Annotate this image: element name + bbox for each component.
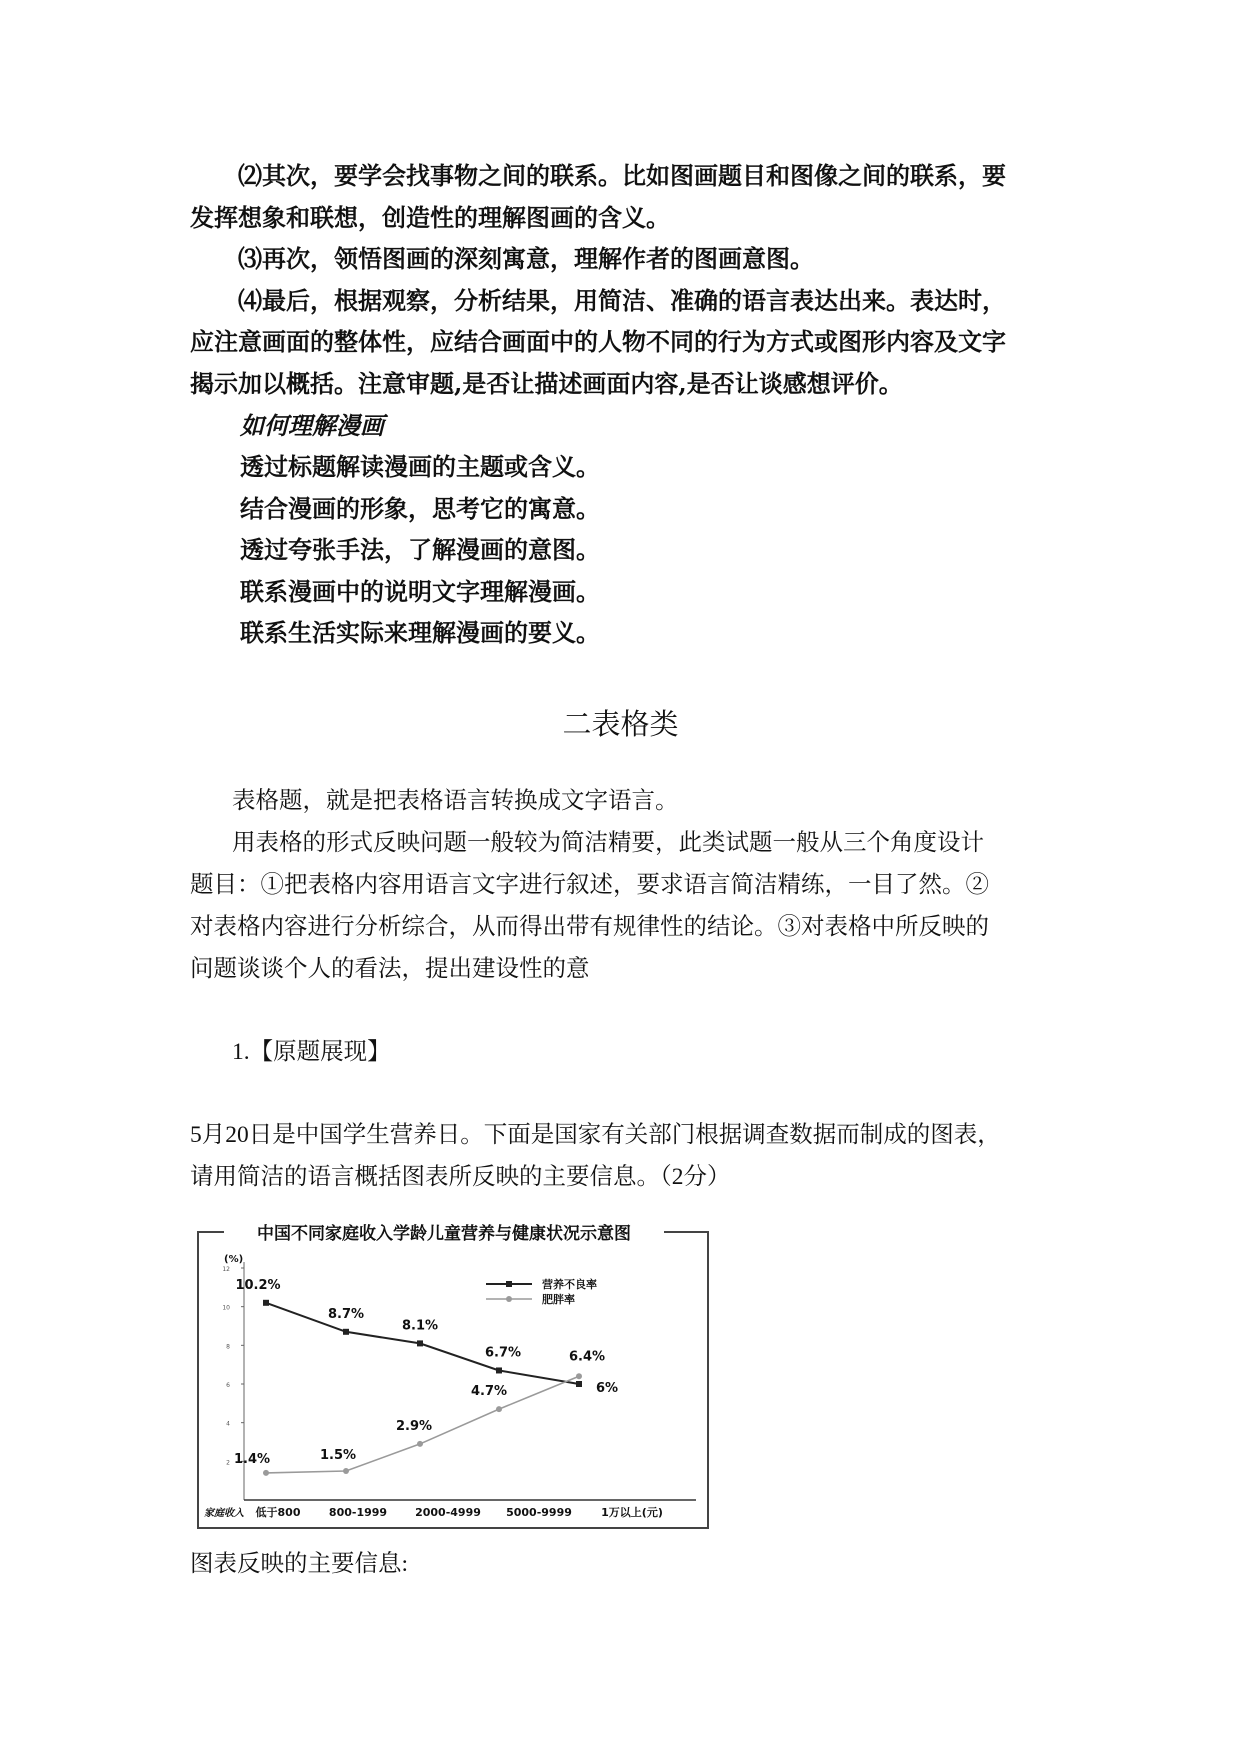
comic-tip: 联系生活实际来理解漫画的要义。 xyxy=(240,618,600,647)
x-tick-label: 800-1999 xyxy=(328,1506,388,1519)
y-tick-label: 6 xyxy=(226,1382,230,1389)
data-label: 2.9% xyxy=(395,1418,433,1434)
comic-tip: 透过标题解读漫画的主题或含义。 xyxy=(240,452,600,481)
body-line: 对表格内容进行分析综合，从而得出带有规律性的结论。③对表格中所反映的 xyxy=(190,914,989,940)
x-tick-label: 1万以上(元) xyxy=(601,1506,663,1519)
data-label: 6.7% xyxy=(484,1345,522,1361)
data-label: 10.2% xyxy=(235,1277,281,1293)
data-label: 8.1% xyxy=(401,1318,439,1334)
comic-tip: 联系漫画中的说明文字理解漫画。 xyxy=(240,577,600,606)
paragraph-line: ⑵其次，要学会找事物之间的联系。比如图画题目和图像之间的联系，要 xyxy=(238,161,1006,190)
data-point-obesity xyxy=(496,1406,502,1412)
paragraph-line: 应注意画面的整体性，应结合画面中的人物不同的行为方式或图形内容及文字 xyxy=(190,327,1006,356)
paragraph-line: 发挥想象和联想，创造性的理解图画的含义。 xyxy=(190,203,670,232)
question-line: 5月20日是中国学生营养日。下面是国家有关部门根据调查数据而制成的图表， xyxy=(190,1122,1001,1148)
data-label: 6.4% xyxy=(568,1349,606,1365)
chart-title: 中国不同家庭收入学龄儿童营养与健康状况示意图 xyxy=(257,1224,631,1244)
paragraph-line: ⑷最后，根据观察，分析结果，用简洁、准确的语言表达出来。表达时， xyxy=(238,286,1006,315)
chart-frame xyxy=(198,1232,708,1528)
question-line: 请用简洁的语言概括图表所反映的主要信息。（2分） xyxy=(190,1164,731,1190)
answer-prompt: 图表反映的主要信息: xyxy=(190,1551,409,1577)
legend-label: 营养不良率 xyxy=(542,1278,597,1291)
legend-label: 肥胖率 xyxy=(542,1293,575,1306)
data-label: 8.7% xyxy=(327,1306,365,1322)
question-label: 1.【原题展现】 xyxy=(232,1039,391,1065)
body-line: 表格题，就是把表格语言转换成文字语言。 xyxy=(232,788,679,814)
comic-tip: 透过夸张手法，了解漫画的意图。 xyxy=(240,535,600,564)
data-point-obesity xyxy=(263,1470,269,1476)
data-point-malnutrition xyxy=(417,1340,423,1346)
body-line: 用表格的形式反映问题一般较为简洁精要，此类试题一般从三个角度设计 xyxy=(232,830,984,856)
data-point-obesity xyxy=(343,1468,349,1474)
chart-svg xyxy=(196,1222,711,1532)
y-unit-label: (%) xyxy=(224,1254,244,1265)
body-line: 问题谈谈个人的看法，提出建设性的意 xyxy=(190,956,590,982)
data-label: 1.5% xyxy=(319,1448,357,1463)
y-tick-label: 4 xyxy=(226,1420,230,1428)
income-nutrition-chart xyxy=(196,1222,711,1532)
data-point-malnutrition xyxy=(496,1367,502,1373)
data-label: 6% xyxy=(595,1381,619,1396)
y-tick-label: 2 xyxy=(226,1459,230,1467)
x-axis-label: 家庭收入 xyxy=(204,1508,244,1519)
comic-heading: 如何理解漫画 xyxy=(240,411,384,440)
x-tick-label: 2000-4999 xyxy=(415,1506,481,1519)
data-point-obesity xyxy=(576,1373,582,1379)
data-label: 4.7% xyxy=(470,1384,508,1400)
data-point-malnutrition xyxy=(576,1381,582,1387)
y-tick-label: 10 xyxy=(222,1304,230,1312)
data-label: 1.4% xyxy=(233,1451,271,1467)
data-point-obesity xyxy=(417,1441,423,1447)
x-tick-label: 5000-9999 xyxy=(506,1506,572,1519)
x-tick-label: 低于800 xyxy=(255,1506,301,1519)
comic-tip: 结合漫画的形象，思考它的寓意。 xyxy=(240,494,600,523)
legend-marker xyxy=(506,1296,512,1302)
paragraph-line: 揭示加以概括。注意审题,是否让描述画面内容,是否让谈感想评价。 xyxy=(190,369,903,398)
paragraph-line: ⑶再次，领悟图画的深刻寓意，理解作者的图画意图。 xyxy=(238,244,814,273)
data-point-malnutrition xyxy=(263,1300,269,1306)
body-line: 题目：①把表格内容用语言文字进行叙述，要求语言简洁精练，一目了然。② xyxy=(190,872,989,898)
legend-marker xyxy=(506,1281,512,1287)
section-title: 二表格类 xyxy=(562,707,679,741)
y-tick-label: 8 xyxy=(226,1343,230,1351)
y-tick-label: 12 xyxy=(222,1266,230,1273)
data-point-malnutrition xyxy=(343,1329,349,1335)
